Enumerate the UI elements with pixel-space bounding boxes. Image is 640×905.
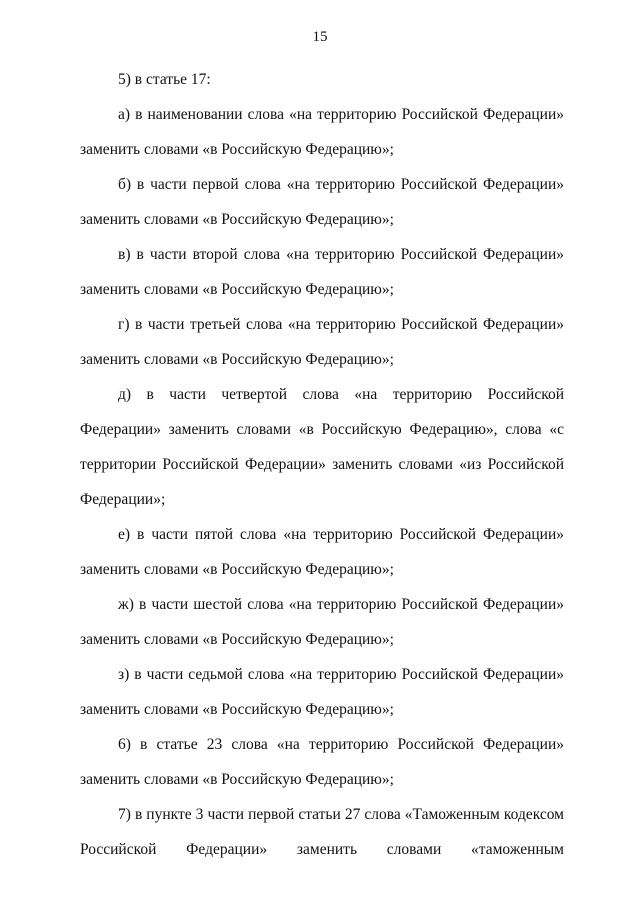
paragraph-item-5b: б) в части первой слова «на территорию Российской Федерации» заменить словами «в Российскую Федерацию»; — [80, 176, 564, 228]
paragraph-item-5d: д) в части четвертой слова «на территорию Российской Федерации» заменить словами «в Российскую Федерацию», слова «с территории Российской Федерации» заменить словами «из Российской Федерации»; — [80, 386, 564, 508]
paragraph-item-5z: з) в части седьмой слова «на территорию Российской Федерации» заменить словами «в Российскую Федерацию»; — [80, 666, 564, 718]
paragraph-item-5: 5) в статье 17: — [118, 71, 211, 88]
paragraph-item-6: 6) в статье 23 слова «на территорию Российской Федерации» заменить словами «в Российскую Федерацию»; — [80, 736, 564, 788]
document-body — [80, 62, 564, 867]
paragraph-item-5a: а) в наименовании слова «на территорию Российской Федерации» заменить словами «в Российскую Федерацию»; — [80, 106, 564, 158]
paragraph-item-5v: в) в части второй слова «на территорию Российской Федерации» заменить словами «в Российскую Федерацию»; — [80, 246, 564, 298]
paragraph-item-5e: е) в части пятой слова «на территорию Российской Федерации» заменить словами «в Российскую Федерацию»; — [80, 526, 564, 578]
paragraph-item-5g: г) в части третьей слова «на территорию Российской Федерации» заменить словами «в Российскую Федерацию»; — [80, 316, 564, 368]
page-number: 15 — [312, 29, 328, 45]
paragraph-item-7: 7) в пункте 3 части первой статьи 27 слова «Таможенным кодексом Российской Федерации» заменить словами «таможенным — [80, 806, 564, 858]
paragraph-item-5zh: ж) в части шестой слова «на территорию Российской Федерации» заменить словами «в Российскую Федерацию»; — [80, 596, 564, 648]
